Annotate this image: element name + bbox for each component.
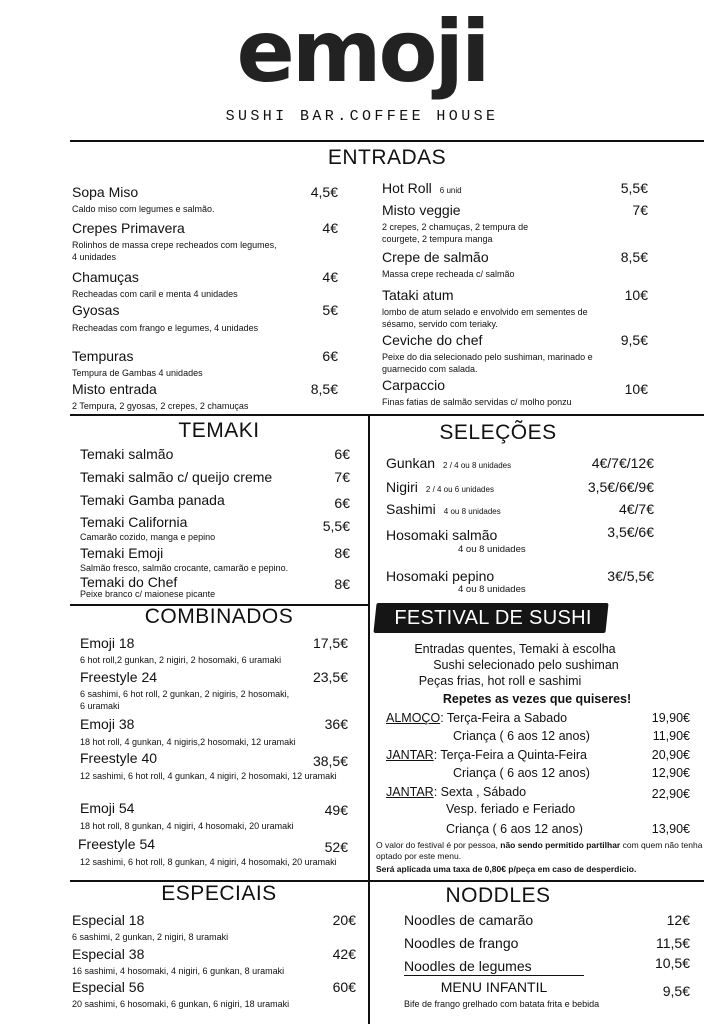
noddles-item-name: Noodles de legumes bbox=[404, 958, 532, 974]
temaki-item-name: Temaki do Chef bbox=[80, 574, 178, 590]
section-title-entradas: ENTRADAS bbox=[327, 146, 447, 169]
temaki-item-name: Temaki Gamba panada bbox=[80, 492, 225, 508]
combinados-item-desc: 18 hot roll, 8 gunkan, 4 nigiri, 4 hosomaki, 20 uramaki bbox=[80, 821, 294, 831]
temaki-item-price: 8€ bbox=[334, 545, 350, 561]
temaki-item-price: 8€ bbox=[334, 576, 350, 592]
temaki-item-desc: Camarão cozido, manga e pepino bbox=[80, 532, 216, 542]
infantil-price: 9,5€ bbox=[662, 983, 690, 999]
festival-intro-line: Sushi selecionado pelo sushiman bbox=[433, 658, 619, 672]
noddles-item-name: Noodles de camarão bbox=[404, 912, 534, 928]
section-title-temaki: TEMAKI bbox=[178, 419, 260, 442]
temaki-item-name: Temaki salmão c/ queijo creme bbox=[80, 469, 273, 485]
divider bbox=[370, 880, 704, 882]
entradas-item-name: Crepe de salmão bbox=[382, 249, 489, 265]
festival-lunch-row: ALMOÇO: Terça-Feira a Sabado bbox=[386, 711, 568, 725]
entradas-item-price: 4€ bbox=[322, 220, 338, 236]
combinados-item-name: Freestyle 40 bbox=[80, 750, 158, 766]
entradas-item-desc: Peixe do dia selecionado pelo sushiman, marinado e guarnecido com salada. bbox=[382, 352, 593, 374]
festival-note: O valor do festival é por pessoa, não sendo permitido partilhar com quem não tenha optado por este menu. bbox=[376, 840, 703, 861]
selecoes-item-name: Hosomaki pepino bbox=[386, 568, 495, 584]
especiais-item-desc: 20 sashimi, 6 hosomaki, 6 gunkan, 6 nigiri, 18 uramaki bbox=[72, 999, 290, 1009]
noddles-item-price: 12€ bbox=[666, 912, 690, 928]
selecoes-item-price: 3,5€/6€ bbox=[607, 524, 654, 540]
selecoes-item-price: 4€/7€/12€ bbox=[591, 455, 654, 471]
section-title-festival: FESTIVAL DE SUSHI bbox=[394, 607, 592, 629]
entradas-item-name: Misto entrada bbox=[72, 381, 157, 397]
selecoes-item-name: Nigiri 2 / 4 ou 6 unidades bbox=[386, 479, 494, 495]
entradas-item-price: 9,5€ bbox=[620, 332, 648, 348]
entradas-item-desc: Tempura de Gambas 4 unidades bbox=[72, 368, 203, 378]
entradas-item-name: Crepes Primavera bbox=[72, 220, 185, 236]
combinados-item-price: 52€ bbox=[324, 839, 348, 855]
selecoes-item-name: Hosomaki salmão bbox=[386, 527, 498, 543]
temaki-item-price: 7€ bbox=[334, 469, 350, 485]
festival-repeat-text: Repetes as vezes que quiseres! bbox=[442, 692, 632, 706]
combinados-item-name: Emoji 38 bbox=[80, 716, 135, 732]
selecoes-item-price: 3€/5,5€ bbox=[607, 568, 654, 584]
festival-dinner2-row: JANTAR: Sexta , Sábado bbox=[386, 785, 527, 799]
infantil-title: MENU INFANTIL bbox=[440, 979, 548, 995]
section-title-selecoes: SELEÇÕES bbox=[439, 421, 557, 444]
combinados-item-desc: 6 hot roll,2 gunkan, 2 nigiri, 2 hosomaki, 6 uramaki bbox=[80, 655, 282, 665]
combinados-item-desc: 18 hot roll, 4 gunkan, 4 nigiris,2 hosomaki, 12 uramaki bbox=[80, 737, 296, 747]
entradas-item-name: Gyosas bbox=[72, 302, 120, 318]
festival-dinner2-extra: Vesp. feriado e Feriado bbox=[446, 802, 576, 816]
divider bbox=[70, 140, 704, 142]
entradas-item-name: Misto veggie bbox=[382, 202, 461, 218]
entradas-item-price: 5€ bbox=[322, 302, 338, 318]
festival-dinner2-child-price: 13,90€ bbox=[651, 822, 690, 836]
entradas-item-name: Ceviche do chef bbox=[382, 332, 483, 348]
entradas-item-desc: 2 Tempura, 2 gyosas, 2 crepes, 2 chamuças bbox=[72, 401, 249, 411]
especiais-item-price: 60€ bbox=[332, 979, 356, 995]
combinados-item-price: 49€ bbox=[324, 802, 348, 818]
column-divider bbox=[368, 414, 370, 1024]
section-title-combinados: COMBINADOS bbox=[144, 605, 294, 628]
especiais-item-name: Especial 38 bbox=[72, 946, 145, 962]
festival-dinner-price: 20,90€ bbox=[651, 748, 690, 762]
entradas-item-price: 5,5€ bbox=[620, 180, 648, 196]
section-title-especiais: ESPECIAIS bbox=[161, 882, 277, 905]
selecoes-item-price: 3,5€/6€/9€ bbox=[587, 479, 654, 495]
especiais-item-name: Especial 18 bbox=[72, 912, 145, 928]
temaki-item-desc: Salmão fresco, salmão crocante, camarão e pepino. bbox=[80, 563, 289, 573]
entradas-item-price: 10€ bbox=[624, 381, 648, 397]
festival-intro-line: Entradas quentes, Temaki à escolha bbox=[414, 642, 616, 656]
selecoes-item-note: 4 ou 8 unidades bbox=[458, 544, 526, 555]
combinados-item-desc: 12 sashimi, 6 hot roll, 8 gunkan, 4 nigiri, 4 hosomaki, 20 uramaki bbox=[80, 857, 337, 867]
entradas-item-price: 6€ bbox=[322, 348, 338, 364]
especiais-item-price: 20€ bbox=[332, 912, 356, 928]
logo-wordmark: emoji bbox=[236, 2, 488, 102]
temaki-item-price: 5,5€ bbox=[322, 518, 350, 534]
especiais-item-desc: 16 sashimi, 4 hosomaki, 4 nigiri, 6 gunkan, 8 uramaki bbox=[72, 966, 285, 976]
combinados-item-price: 38,5€ bbox=[312, 753, 348, 769]
logo-subtitle: SUSHI BAR.COFFEE HOUSE bbox=[225, 108, 499, 125]
entradas-item-name: Chamuças bbox=[72, 269, 139, 285]
entradas-item-price: 4€ bbox=[322, 269, 338, 285]
selecoes-item-note: 4 ou 8 unidades bbox=[458, 584, 526, 595]
temaki-item-price: 6€ bbox=[334, 495, 350, 511]
section-title-noddles: NODDLES bbox=[445, 884, 551, 907]
divider bbox=[70, 414, 704, 416]
combinados-item-name: Emoji 54 bbox=[80, 800, 135, 816]
especiais-item-price: 42€ bbox=[332, 946, 356, 962]
entradas-item-price: 8,5€ bbox=[310, 381, 338, 397]
festival-lunch-child-price: 11,90€ bbox=[652, 729, 690, 743]
temaki-item-price: 6€ bbox=[334, 446, 350, 462]
festival-lunch-child: Criança ( 6 aos 12 anos) bbox=[453, 729, 590, 743]
entradas-item-price: 8,5€ bbox=[620, 249, 648, 265]
festival-dinner2-price: 22,90€ bbox=[651, 787, 690, 801]
temaki-item-name: Temaki Emoji bbox=[80, 545, 164, 561]
entradas-item-desc: 2 crepes, 2 chamuças, 2 tempura de courgete, 2 tempura manga bbox=[382, 222, 529, 244]
entradas-item-desc: lombo de atum selado e envolvido em sementes de sésamo, servido com teriaky. bbox=[382, 307, 588, 329]
temaki-item-desc: Peixe branco c/ maionese picante bbox=[80, 589, 216, 599]
selecoes-item-name: Gunkan 2 / 4 ou 8 unidades bbox=[386, 455, 512, 471]
combinados-item-name: Freestyle 24 bbox=[80, 669, 158, 685]
combinados-item-price: 36€ bbox=[324, 716, 348, 732]
combinados-item-name: Freestyle 54 bbox=[78, 836, 156, 852]
entradas-item-desc: Finas fatias de salmão servidas c/ molho ponzu bbox=[382, 397, 572, 407]
entradas-item-desc: Rolinhos de massa crepe recheados com legumes, 4 unidades bbox=[72, 240, 277, 262]
entradas-item-price: 7€ bbox=[632, 202, 648, 218]
combinados-item-price: 23,5€ bbox=[312, 669, 348, 685]
festival-dinner-row: JANTAR: Terça-Feira a Quinta-Feira bbox=[386, 748, 587, 762]
festival-dinner-child: Criança ( 6 aos 12 anos) bbox=[453, 766, 590, 780]
combinados-item-name: Emoji 18 bbox=[80, 635, 135, 651]
temaki-item-name: Temaki salmão bbox=[80, 446, 174, 462]
entradas-item-name: Tataki atum bbox=[382, 287, 454, 303]
festival-waste-note: Será aplicada uma taxa de 0,80€ p/peça em caso de desperdicio. bbox=[376, 864, 637, 874]
noddles-item-name: Noodles de frango bbox=[404, 935, 519, 951]
infantil-desc: Bife de frango grelhado com batata frita e bebida bbox=[404, 999, 600, 1009]
entradas-item-price: 4,5€ bbox=[310, 184, 338, 200]
entradas-item-name: Sopa Miso bbox=[72, 184, 139, 200]
entradas-item-name: Tempuras bbox=[72, 348, 134, 364]
selecoes-item-name: Sashimi 4 ou 8 unidades bbox=[386, 501, 501, 517]
entradas-item-desc: Caldo miso com legumes e salmão. bbox=[72, 204, 215, 214]
entradas-item-desc: Massa crepe recheada c/ salmão bbox=[382, 269, 515, 279]
festival-dinner2-child: Criança ( 6 aos 12 anos) bbox=[446, 822, 583, 836]
festival-intro-line: Peças frias, hot roll e sashimi bbox=[418, 674, 582, 688]
selecoes-item-price: 4€/7€ bbox=[618, 501, 654, 517]
entradas-item-desc: Recheadas com frango e legumes, 4 unidades bbox=[72, 323, 259, 333]
noddles-item-price: 10,5€ bbox=[654, 955, 690, 971]
especiais-item-desc: 6 sashimi, 2 gunkan, 2 nigiri, 8 uramaki bbox=[72, 932, 229, 942]
especiais-item-name: Especial 56 bbox=[72, 979, 145, 995]
entradas-item-name: Hot Roll 6 unid bbox=[382, 180, 462, 196]
festival-lunch-price: 19,90€ bbox=[651, 711, 690, 725]
combinados-item-desc: 6 sashimi, 6 hot roll, 2 gunkan, 2 nigiris, 2 hosomaki, 6 uramaki bbox=[80, 689, 290, 711]
entradas-item-desc: Recheadas com caril e menta 4 unidades bbox=[72, 289, 238, 299]
entradas-item-price: 10€ bbox=[624, 287, 648, 303]
combinados-item-desc: 12 sashimi, 6 hot roll, 4 gunkan, 4 nigiri, 2 hosomaki, 12 uramaki bbox=[80, 771, 337, 781]
temaki-item-name: Temaki California bbox=[80, 514, 188, 530]
combinados-item-price: 17,5€ bbox=[312, 635, 348, 651]
festival-dinner-child-price: 12,90€ bbox=[651, 766, 690, 780]
divider bbox=[404, 975, 584, 976]
entradas-item-name: Carpaccio bbox=[382, 377, 446, 393]
noddles-item-price: 11,5€ bbox=[656, 935, 690, 951]
